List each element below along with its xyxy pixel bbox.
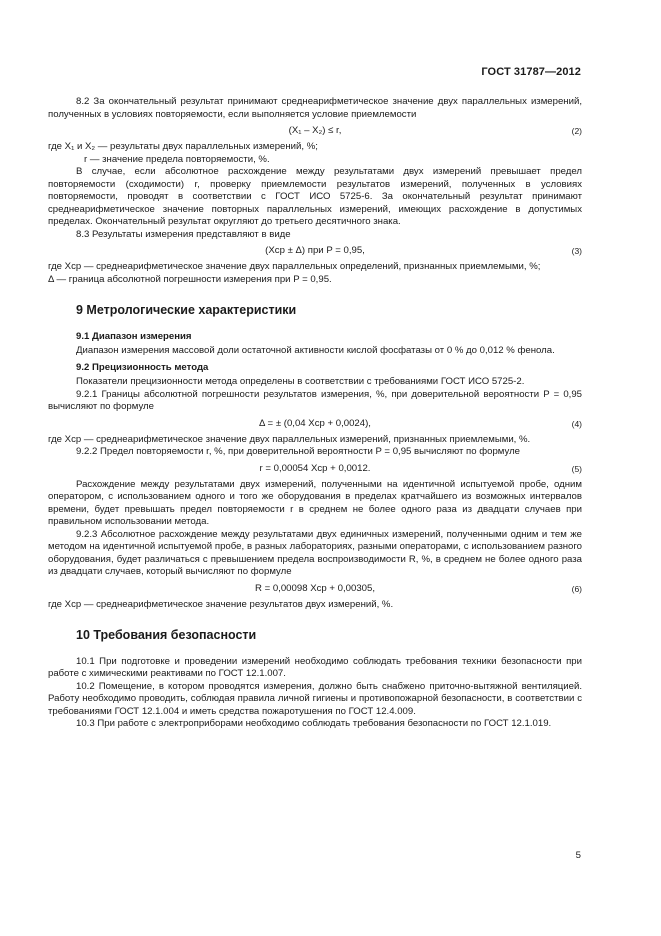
formula-2-expression: (X₁ – X₂) ≤ r, <box>288 125 342 136</box>
where-xcp: где Xср — среднеарифметическое значение двух параллельных определений, признанных приемлемыми, %; <box>48 261 541 272</box>
paragraph-9-2-1: 9.2.1 Границы абсолютной погрешности результатов измерения, %, при доверительной вероятности P = 0,95 вычисляют по формуле <box>48 388 582 412</box>
paragraph-8-2-case: В случае, если абсолютное расхождение между результатами двух измерений превышает предел повторяемости (сходимости) r, проверку приемлемости результатов измерений, полученных в условиях повторяемости, проводят в соответствии с ГОСТ ИСО 5725-6. За окончательный результат принимают среднеарифметическое значение повторных параллельных измерений, имеющих расхождение в допустимых пределах. Окончательный результат округляют до третьего десятичного знака. <box>48 166 582 227</box>
formula-3 <box>48 243 582 258</box>
formula-3-expression: (Xср ± Δ) при P = 0,95, <box>265 245 365 256</box>
formula-6 <box>48 581 582 596</box>
formula-6-number: (6) <box>571 583 582 594</box>
formula-4-expression: Δ = ± (0,04 Xср + 0,0024), <box>259 417 371 429</box>
formula-3-number: (3) <box>571 246 582 256</box>
document-body <box>48 96 582 731</box>
formula-2-number: (2) <box>571 126 582 136</box>
paragraph-9-2: Показатели прецизионности метода определены в соответствии с требованиями ГОСТ ИСО 5725-2. <box>76 376 525 387</box>
where-x1-x2: где X₁ и X₂ — результаты двух параллельных измерений, %; <box>48 141 318 152</box>
where-xcp-4: где Xср — среднеарифметическое значение двух параллельных измерений, признанных приемлемыми, %. <box>48 433 531 445</box>
where-r: r — значение предела повторяемости, %. <box>84 153 270 165</box>
formula-5 <box>48 461 582 476</box>
formula-4 <box>48 416 582 431</box>
where-xcp-6: где Xср — среднеарифметическое значение результатов двух измерений, %. <box>48 598 394 610</box>
paragraph-9-2-3: 9.2.3 Абсолютное расхождение между результатами двух единичных измерений, полученными одним и тем же методом на идентичной испытуемой пробе, в разных лабораториях, разными операторами, с использованием разного оборудования, будет различаться с превышением предела воспроизводимости R, %, в среднем не более одного раза из двадцати случаев, который вычисляют по формуле <box>48 528 582 577</box>
paragraph-10-2: 10.2 Помещение, в котором проводятся измерения, должно быть снабжено приточно-вытяжной вентиляцией. Работу необходимо проводить, соблюдая правила личной гигиены и противопожарной безопасности, в соответствии с требованиями ГОСТ 12.1.004 и иметь средства пожаротушения по ГОСТ 12.4.009. <box>48 680 582 717</box>
formula-2 <box>48 123 582 138</box>
formula-4-number: (4) <box>571 418 582 429</box>
section-9-title: 9 Метрологические характеристики <box>76 303 297 317</box>
section-10-title: 10 Требования безопасности <box>76 628 257 642</box>
formula-5-number: (5) <box>571 463 582 474</box>
paragraph-9-2-2-repeatability: Расхождение между результатами двух измерений, полученными на идентичной испытуемой пробе, одним оператором, с использованием одного и того же оборудования в пределах кратчайшего из возможных интервалов времени, будет превышать предел повторяемости r в среднем не более одного раза из двадцати случаев при правильном использовании метода. <box>48 478 582 527</box>
paragraph-8-2: 8.2 За окончательный результат принимают среднеарифметическое значение двух параллельных измерений, полученных в условиях повторяемости, если выполняется условие приемлемости <box>48 96 582 120</box>
document-header: ГОСТ 31787—2012 <box>481 66 581 78</box>
paragraph-10-3: 10.3 При работе с электроприборами необходимо соблюдать требования безопасности по ГОСТ 12.1.019. <box>76 718 552 729</box>
subsection-9-1-title: 9.1 Диапазон измерения <box>76 330 192 342</box>
paragraph-8-3: 8.3 Результаты измерения представляют в виде <box>76 228 291 240</box>
where-delta: Δ — граница абсолютной погрешности измерения при P = 0,95. <box>48 273 332 285</box>
paragraph-9-1: Диапазон измерения массовой доли остаточной активности кислой фосфатазы от 0 % до 0,012 % фенола. <box>76 345 555 356</box>
subsection-9-2-title: 9.2 Прецизионность метода <box>76 361 209 373</box>
paragraph-10-1: 10.1 При подготовке и проведении измерений необходимо соблюдать требования техники безопасности при работе с химическими реактивами по ГОСТ 12.1.007. <box>48 655 582 679</box>
formula-5-expression: r = 0,00054 Xср + 0,0012. <box>259 462 371 474</box>
paragraph-9-2-2: 9.2.2 Предел повторяемости r, %, при доверительной вероятности P = 0,95 вычисляют по формуле <box>76 446 520 457</box>
formula-6-expression: R = 0,00098 Xср + 0,00305, <box>254 582 375 594</box>
page-number: 5 <box>575 850 581 861</box>
